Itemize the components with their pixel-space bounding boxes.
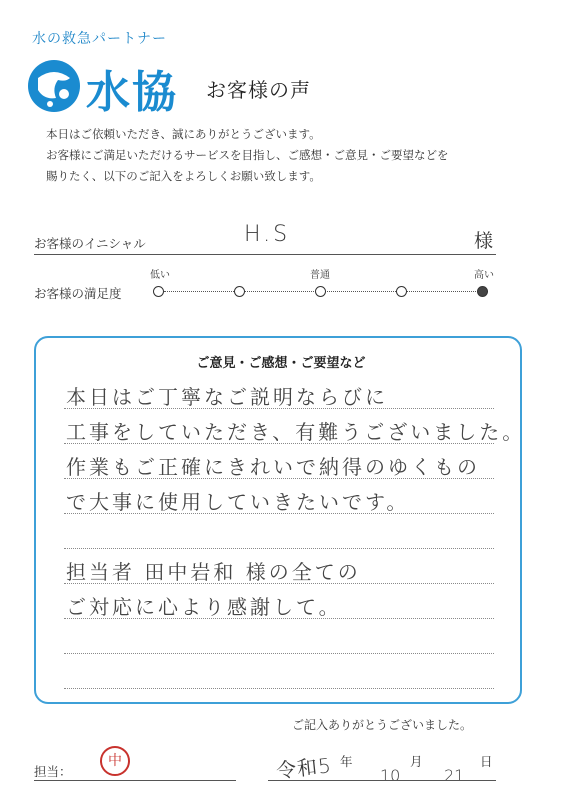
date-day[interactable]: 21 bbox=[444, 766, 465, 785]
form-title: お客様の声 bbox=[206, 78, 311, 102]
intro-text bbox=[46, 124, 449, 187]
staff-underline bbox=[34, 780, 236, 781]
date-era[interactable]: 令和5 bbox=[275, 753, 333, 783]
date-month[interactable]: 10 bbox=[380, 766, 401, 785]
satisfaction-option-3[interactable] bbox=[315, 286, 326, 297]
satisfaction-high-label: 高い bbox=[474, 270, 494, 281]
initials-label: お客様のイニシャル bbox=[34, 236, 146, 251]
initials-suffix: 様 bbox=[474, 230, 494, 252]
tagline: 水の救急パートナー bbox=[32, 31, 167, 47]
comment-handwritten-line: 作業もご正確にきれいで納得のゆくもの bbox=[66, 455, 480, 479]
initials-underline bbox=[34, 254, 496, 255]
staff-seal-text: 中 bbox=[108, 753, 122, 769]
water-drop-logo-icon bbox=[26, 58, 82, 114]
comments-title: ご意見・ご感想・ご要望など bbox=[196, 356, 366, 371]
satisfaction-label: お客様の満足度 bbox=[34, 286, 122, 301]
staff-seal-stamp bbox=[100, 746, 130, 776]
satisfaction-low-label: 低い bbox=[150, 270, 170, 281]
comment-handwritten-line: 工事をしていただき、有難うございました。 bbox=[66, 420, 526, 444]
satisfaction-option-4[interactable] bbox=[396, 286, 407, 297]
year-label: 年 bbox=[340, 754, 353, 769]
month-label: 月 bbox=[410, 754, 423, 769]
intro-line: 賜りたく、以下のご記入をよろしくお願い致します。 bbox=[46, 169, 321, 183]
staff-label: 担当： bbox=[34, 764, 72, 779]
satisfaction-mid-label: 普通 bbox=[310, 270, 330, 281]
initials-value[interactable]: H.S bbox=[244, 222, 291, 247]
logo-text: 水協 bbox=[86, 67, 178, 118]
intro-line: 本日はご依頼いただき、誠にありがとうございます。 bbox=[46, 127, 321, 141]
satisfaction-scale-line bbox=[164, 291, 488, 292]
date-underline bbox=[268, 780, 496, 781]
comment-rule-line bbox=[64, 688, 494, 689]
day-label: 日 bbox=[480, 754, 493, 769]
comment-handwritten-line: で大事に使用していきたいです。 bbox=[66, 490, 410, 514]
comment-handwritten-line: 本日はご丁寧なご説明ならびに bbox=[66, 385, 388, 409]
comment-rule-line bbox=[64, 548, 494, 549]
thanks-text: ご記入ありがとうございました。 bbox=[292, 718, 473, 732]
satisfaction-option-1[interactable] bbox=[153, 286, 164, 297]
satisfaction-option-2[interactable] bbox=[234, 286, 245, 297]
comment-rule-line bbox=[64, 653, 494, 654]
satisfaction-option-5[interactable] bbox=[477, 286, 488, 297]
intro-line: お客様にご満足いただけるサービスを目指し、ご感想・ご意見・ご要望などを bbox=[46, 148, 449, 162]
comment-handwritten-line: 担当者 田中岩和 様の全ての bbox=[66, 560, 361, 584]
comment-handwritten-line: ご対応に心より感謝して。 bbox=[66, 595, 342, 619]
